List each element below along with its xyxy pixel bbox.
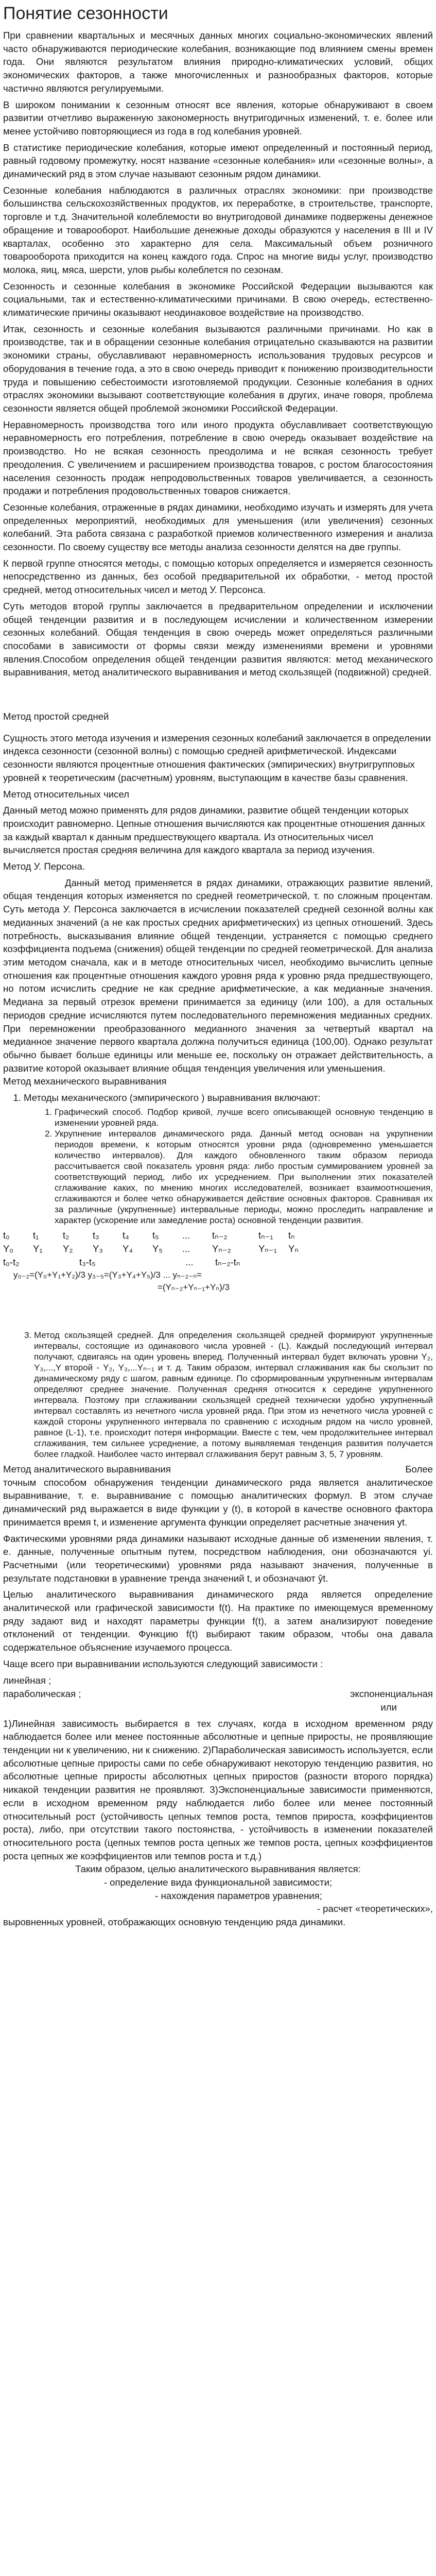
paragraph-russia: Сезонность и сезонные колебания в экономике Российской Федерации вызываются как социальными, так и естественно-климатическими причинами. В свою очередь, естественно-климатические причины оказывают неодинаковое воздействие на производство. bbox=[3, 280, 433, 318]
goal-1: - определение вида функциональной зависимости; bbox=[103, 1877, 333, 1888]
analytic-heading-tail: Более bbox=[405, 1463, 433, 1475]
text-analytic-3: Целью аналитического выравнивания динамического ряда является определение аналитической или графической зависимости f(t). На практике по имеющемуся временному ряду задают вид и находят параметры функции f(t), а затем анализируют поведение отклонений от тенденции. Функцию f(t) выбирают таким образом, чтобы она давала содержательное объяснение изучаемого процесса. bbox=[3, 1589, 433, 1653]
paragraph-group-one: К первой группе относятся методы, с помощью которых определяется и измеряется сезонность непосредственно из данных, без особой предварительной их обработки, - метод простой средней, метод относительных чисел и метод У. Персонса. bbox=[3, 557, 433, 596]
dependency-parabolic-row: параболическая ; экспоненциальная bbox=[3, 1688, 433, 1699]
heading-mechanical: Метод механического выравнивания bbox=[3, 1076, 167, 1087]
goal-4: выровненных уровней, отображающих основную тенденцию ряда динамики. bbox=[3, 1917, 346, 1928]
paragraph-measure: Сезонные колебания, отраженные в рядах динамики, необходимо изучать и измерять для учета определенных мероприятий, необходимых для уменьшения (или увеличения) сезонных колебаний. Эта работа связана с разработкой приемов количественного измерения и анализа сезонности. По своему существу все методы анализа сезонности делятся на две группы. bbox=[3, 501, 433, 553]
mechanical-list-item: 1. Методы механического (эмпирического ) выравнивания включают: 1. Графический способ. Подбор кривой, лучше всего описывающей основную тенденцию в изменении уровней ряда. 2. Укрупнение интервалов динамического ряда. Данный метод основан на укрупнении периодов времени, к которым относятся уровни ряда (одновременно уменьшается количество интервалов). Для каждого обновленного таким образом периода рассчитывается свой показатель уровня ряда: либо простым суммированием уровней за соответствующий период, либо их усреднением. При выполнении этих показателей сглаживание каких, по мнению многих исследователей, возникает взаимоотношения, сглаживаются и более четко обнаруживается действие основных факторов. Сравнивая их за различные (укрупненные) интервальные периоды, можно проследить направление и характер (ускорение или замедление роста) основной тенденции развития. bbox=[24, 1091, 433, 1226]
mechanical-list bbox=[3, 1091, 433, 1226]
interval-method-item: 2. Укрупнение интервалов динамического ряда. Данный метод основан на укрупнении периодов времени, к которым относятся уровни ряда (одновременно уменьшается количество интервалов). Для каждого обновленного таким образом периода рассчитывается свой показатель уровня ряда: либо простым суммированием уровней за соответствующий период, либо их усреднением. При выполнении этих показателей сглаживание каких, по мнению многих исследователей, возникает взаимоотношения, сглаживаются и более четко обнаруживается действие основных факторов. Сравнивая их за различные (укрупненные) интервальные периоды, можно проследить направление и характер (ускорение или замедление роста) основной тенденции развития. bbox=[55, 1128, 433, 1226]
paragraph-broad: В широком понимании к сезонным относят все явления, которые обнаруживают в своем развитии отчетливо выраженную закономерность внутригодичных изменений, т. е. более или менее устойчиво повторяющиеся из года в год колебания уровней. bbox=[3, 99, 433, 137]
goal-2: - нахождения параметров уравнения; bbox=[155, 1890, 322, 1901]
page-title: Понятие сезонности bbox=[3, 4, 168, 23]
heading-simple-average: Метод простой средней bbox=[3, 711, 109, 722]
text-analytic-1: точным способом обнаружения тенденции динамического ряда является аналитическое выравнивание, т. е. выравнивание с помощью аналитических формул. В этом случае динамический ряд выражается в виде функции y (t), в которой в качестве основного фактора принимается время t, и изменение аргумента функции определяет расчетные значения yt. bbox=[3, 1477, 433, 1528]
text-simple-average: Сущность этого метода изучения и измерения сезонных колебаний заключается в определении индекса сезонности (сезонной волны) с помощью средней арифметической. Индексами сезонности являются процентные отношения фактических (эмпирических) внутригрупповых уровней к теоретическим (расчетным) уровням, выступающим в качестве базы сравнения. bbox=[3, 732, 431, 783]
formula-averages: y₀₋₂=(Y₀+Y₁+Y₂)/3 y₃₋₅=(Y₃+Y₄+Y₅)/3 ... yₙ₋₂₋ₙ= bbox=[13, 1269, 202, 1280]
text-analytic-4: Чаще всего при выравнивании используются следующий зависимости : bbox=[3, 1658, 323, 1669]
paragraph-statistics: В статистике периодические колебания, которые имеют определенный и постоянный период, равный годовому промежутку, носят название «сезонные колебания» или «сезонные волны», а динамический ряд в этом случае называют сезонным рядом динамики. bbox=[3, 142, 433, 180]
text-persons: Данный метод применяется в рядах динамики, отражающих развитие явлений, общая тенденция которых изменяется по средней геометрической, т. по сложным процентам. Суть метода У. Персонса заключается в исчислении показателей средней сезонной волны как медианных значений (а не как простых средних арифметических) из цепных отношений. Здесь потребность, высказывания влияние общей тенденции, устраняется с помощью среднего коэффициента подъема (снижения) общей тенденции по средней геометрической. Для анализа этим методом сначала, как и в методе относительных чисел, необходимо вычислить цепные отношения как процентные отношения каждого уровня ряда к уровню ряда предшествующего, но потом исчислить средние не как средние арифметические, а как медианные значения. Медиана за первый отрезок времени принимается за единицу (или 100), а для остальных периодов средние исчисляются путем последовательного перемножения медианных средних. При перемножении преобразованного медианного значения за четвертый квартал на медианное значение первого квартала должна получиться единица (100,00). Однако результат обычно бывает больше единицы или меньше ее, поскольку он отражает действительность, а развитие которой оказывает влияние общая тенденция увеличения или уменьшения. bbox=[3, 877, 433, 1074]
paragraph-causes: Итак, сезонность и сезонные колебания вызываются различными причинами. Но как в производстве, так и в обращении сезонные колебания отрицательно сказываются на развитии экономики страны, обуславливают неравномерность использования трудовых ресурсов и оборудования в течение года, а это в свою очередь приводит к понижению производительности труда и повышению себестоимости изготовляемой продукции. Сезонные колебания в одних отраслях экономики вызывают соответствующие колебания в других, иначе говоря, проблема сезонности является общей проблемой экономики Российской Федерации. bbox=[3, 323, 433, 414]
formula-row-intervals: t₀-t₂ t₃-t₅ ... tₙ₋₂-tₙ bbox=[3, 1256, 240, 1267]
paragraph-unevenness: Неравномерность производства того или иного продукта обуславливает соответствующую неравномерность его потребления, потребление в свою очередь оказывает воздействие на производство. Но не всякая сезонность преодолима и не всякая сезонность требует преодоления. С увеличением и расширением производства товаров, с ростом благосостояния населения сезонность продаж непродовольственных товаров увеличивается, а сезонность продажи и потребления продовольственных товаров снижается. bbox=[3, 419, 433, 497]
graphic-method-item: 1. Графический способ. Подбор кривой, лучше всего описывающей основную тенденцию в изменении уровней ряда. bbox=[55, 1107, 433, 1128]
text-analytic-2: Фактическими уровнями ряда динамики называют исходные данные об изменении явления, т. е. данные, полученные опытным путем, посредством наблюдения, они обозначаются yi. Расчетными (или теоретическими) уровнями ряда называют значения, полученные в результате подстановки в уравнение тренда значений t, и обозначают ŷt. bbox=[3, 1533, 433, 1584]
dependency-or-row: или bbox=[380, 1701, 397, 1713]
moving-average-list bbox=[3, 1330, 433, 1460]
formula-row-time: t₀ t₁ t₂ t₃ t₄ t₅ ... tₙ₋₂ tₙ₋₁ tₙ bbox=[3, 1229, 295, 1241]
paragraph-branches: Сезонные колебания наблюдаются в различных отраслях экономики: при производстве большинства сельскохозяйственных продуктов, их переработке, в строительстве, транспорте, торговле и т.д. Значительной колеблемости во внутригодовой динамике подвержены денежное обращение и товарооборот. Наибольшие денежные доходы образуются у населения в III и IV кварталах, особенно это характерно для села. Максимальный объем розничного товарооборота приходится на конец каждого года. Спрос на многие виды услуг, производство молока, яиц, мяса, шерсти, улов рыбы колеблется по сезонам. bbox=[3, 184, 433, 275]
formula-averages-continued: =(Yₙ₋₂+Yₙ₋₁+Yₙ)/3 bbox=[158, 1282, 230, 1292]
heading-persons: Метод У. Персона. bbox=[3, 861, 85, 872]
text-relative-numbers: Данный метод можно применять для рядов динамики, развитие общей тенденции которых происходит равномерно. Цепные отношения вычисляются как процентные отношения данных за каждый квартал к данным предшествующего квартала. Из относительных чисел вычисляется простая средняя величина для каждого квартала за период изучения. bbox=[3, 805, 425, 856]
moving-average-item: 3. Метод скользящей средней. Для определения скользящей средней формируют укрупненные интервалы, состоящие из одинакового числа уровней - (L). Каждый последующий интервал получают, сдвигаясь на один уровень вперед. Полученный интервал будет включать уровни Y₂, Y₃,...,Y второй - Y₂, Y₃,...Yₙ₋₁ и т. д. Таким образом, интервал сглаживания как бы скользит по динамическому ряду с шагом, равным единице. По сформированным укрупненным интервалам определяют среднее значение. Полученная средняя относится к середине укрупненного интервала. Поэтому при сглаживании скользящей средней технически удобно укрупненный интервал составлять из нечетного числа уровней ряда. При этом из нечетного числа уровней с каждой стороны укрупненного интервала по сравнению с исходным рядом на число уровней, равное (L-1), т.е. происходит потеря информации. Вместе с тем, чем продолжительнее интервал сглаживания, тем сильнее усреднение, а потому выявляемая тенденция развития получается более гладкой. Наиболее часто интервал сглаживания берут равным 3, 5, 7 уровням. bbox=[34, 1330, 433, 1460]
heading-relative-numbers: Метод относительных чисел bbox=[3, 788, 130, 800]
dependency-linear-row: линейная ; bbox=[3, 1674, 51, 1686]
heading-analytic: Метод аналитического выравнивания bbox=[3, 1463, 171, 1475]
paragraph-intro: При сравнении квартальных и месячных данных многих социально-экономических явлений часто обнаруживаются периодические колебания, возникающие под влиянием смены времен года. Они являются результатом влияния природно-климатических условий, общих экономических факторов, а также многочисленных и разнообразных факторов, которые частично являются регулируемыми. bbox=[3, 30, 433, 94]
analytic-heading-row bbox=[3, 1463, 433, 1476]
mechanical-sublist bbox=[24, 1107, 433, 1226]
paragraph-group-two: Суть методов второй группы заключается в предварительном определении и исключении общей тенденции развития и в последующем исчислении и количественном измерении сезонных колебаний. Общая тенденция в свою очередь может определяться различными способами в зависимости от формы связи между изменениями времени и уровнями явления.Способом определения общей тенденции развития являются: метод механического выравнивания, метод аналитического выравнивания и метод скользящей (подвижной) средней. bbox=[3, 600, 433, 678]
goal-3: - расчет «теоретических», bbox=[317, 1903, 433, 1914]
text-analytic-6: Таким образом, целью аналитического выравнивания является: bbox=[75, 1863, 361, 1875]
formula-row-levels: Y₀ Y₁ Y₂ Y₃ Y₄ Y₅ ... Yₙ₋₂ Yₙ₋₁ Yₙ bbox=[3, 1243, 299, 1254]
text-analytic-5: 1)Линейная зависимость выбирается в тех случаях, когда в исходном временном ряду наблюдается более или менее постоянные абсолютные и цепные приросты, не проявляющие тенденции ни к увеличению, ни к снижению. 2)Параболическая зависимость используется, если абсолютные цепные приросты сами по себе обнаруживают некоторую тенденцию развития, но абсолютные цепные приросты абсолютных цепных приростов (разности второго порядка) никакой тенденции развития не проявляют. 3)Экспоненциальные зависимости применяются, если в исходном временном ряду наблюдается либо более или менее постоянный относительный рост (устойчивость цепных темпов роста, темпов прироста, коэффициентов роста), либо, при отсутствии такого постоянства, - устойчивость в изменении показателей относительного роста (цепных темпов роста цепных же темпов роста, цепных коэффициентов роста цепных же коэффициентов или темпов роста и т.д.) bbox=[3, 1718, 433, 1861]
